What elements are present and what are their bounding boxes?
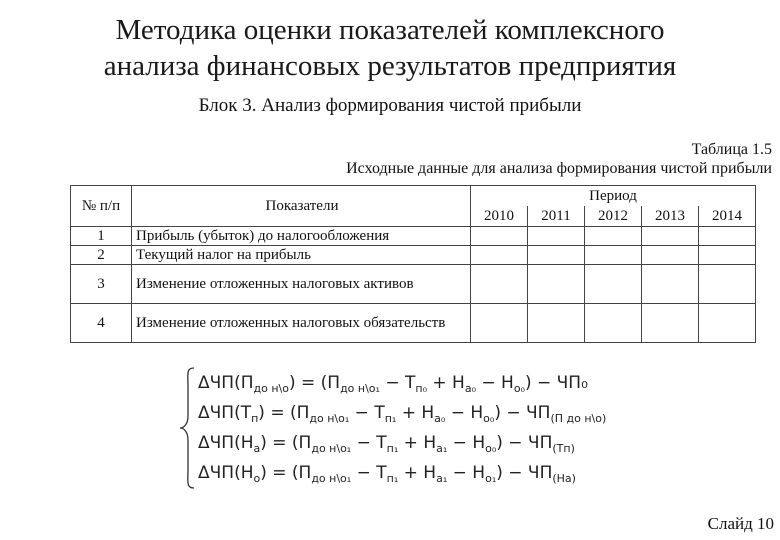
table-number: Таблица 1.5 bbox=[691, 141, 772, 158]
table-caption: Исходные данные для анализа формирования чистой прибыли bbox=[346, 160, 772, 177]
row-label: Прибыль (убыток) до налогообложения bbox=[132, 227, 471, 246]
header-num: № п/п bbox=[71, 186, 132, 227]
row-label: Изменение отложенных налоговых обязательств bbox=[132, 304, 471, 343]
cell bbox=[642, 246, 699, 265]
svg-text:ΔЧП(Тп) = (Пдо н\о₁ − Тп₁ + На: $\Delta ЧП(Т_п) = (П_{до н\backslash о_1} - Т_{п_1} + Н_{а_0} - Н_{о_0}) - ЧП_{(П до н\backslash о)}$ bbox=[198, 403, 607, 425]
svg-text:ΔЧП(Но) = (Пдо н\о₁ − Тп₁ + На: $\Delta ЧП(Н_о) = (П_{до н\backslash о_1} - Т_{п_1} + Н_{а_1} - Н_{о_1}) - ЧП_{(На)}$ bbox=[198, 463, 576, 485]
cell bbox=[528, 246, 585, 265]
row-label: Изменение отложенных налоговых активов bbox=[132, 265, 471, 304]
cell bbox=[471, 265, 528, 304]
cell bbox=[471, 246, 528, 265]
cell bbox=[585, 265, 642, 304]
year-2013: 2013 bbox=[642, 206, 699, 227]
cell bbox=[471, 304, 528, 343]
cell bbox=[585, 227, 642, 246]
page-title bbox=[0, 12, 780, 84]
cell bbox=[471, 227, 528, 246]
cell bbox=[585, 304, 642, 343]
header-indicator: Показатели bbox=[132, 186, 471, 227]
row-num: 4 bbox=[71, 304, 132, 343]
cell bbox=[642, 304, 699, 343]
year-2012: 2012 bbox=[585, 206, 642, 227]
table-header-row bbox=[71, 186, 756, 207]
cell bbox=[585, 246, 642, 265]
table-row bbox=[71, 304, 756, 343]
year-2010: 2010 bbox=[471, 206, 528, 227]
row-num: 1 bbox=[71, 227, 132, 246]
formula-line-4 bbox=[198, 463, 576, 485]
cell bbox=[699, 246, 756, 265]
cell bbox=[528, 304, 585, 343]
table-row bbox=[71, 227, 756, 246]
row-num: 3 bbox=[71, 265, 132, 304]
slide-number: Слайд 10 bbox=[707, 514, 774, 533]
cell bbox=[528, 265, 585, 304]
formula-line-1 bbox=[198, 373, 588, 395]
cell bbox=[699, 265, 756, 304]
year-2014: 2014 bbox=[699, 206, 756, 227]
table-row bbox=[71, 246, 756, 265]
title-line-2: анализа финансовых результатов предприятия bbox=[103, 50, 677, 82]
row-label: Текущий налог на прибыль bbox=[132, 246, 471, 265]
svg-text:ΔЧП(Пдо н\о) = (Пдо н\о₁ − Тп₀: $\Delta ЧП(П_{до н\backslash о}) = (П_{до н\backslash о_1} - Т_{п_0} + Н_{а_0} - Н_{о_0}) - ЧП_0$ bbox=[198, 373, 588, 395]
formula-line-3 bbox=[198, 433, 575, 455]
title-line-1: Методика оценки показателей комплексного bbox=[115, 14, 665, 46]
source-data-table bbox=[70, 185, 756, 343]
cell bbox=[642, 227, 699, 246]
cell bbox=[642, 265, 699, 304]
table-row bbox=[71, 265, 756, 304]
cell bbox=[528, 227, 585, 246]
factor-formulas bbox=[180, 364, 640, 492]
block-subtitle: Блок 3. Анализ формирования чистой прибыли bbox=[198, 95, 582, 116]
svg-text:ΔЧП(На) = (Пдо н\о₁ − Тп₁ + На: $\Delta ЧП(Н_а) = (П_{до н\backslash о_1} - Т_{п_1} + Н_{а_1} - Н_{о_0}) - ЧП_{(Тп)}$ bbox=[198, 433, 575, 455]
cell bbox=[699, 304, 756, 343]
year-2011: 2011 bbox=[528, 206, 585, 227]
cell bbox=[699, 227, 756, 246]
row-num: 2 bbox=[71, 246, 132, 265]
brace-icon bbox=[180, 368, 194, 488]
formula-line-2 bbox=[198, 403, 606, 425]
header-period: Период bbox=[471, 186, 756, 207]
